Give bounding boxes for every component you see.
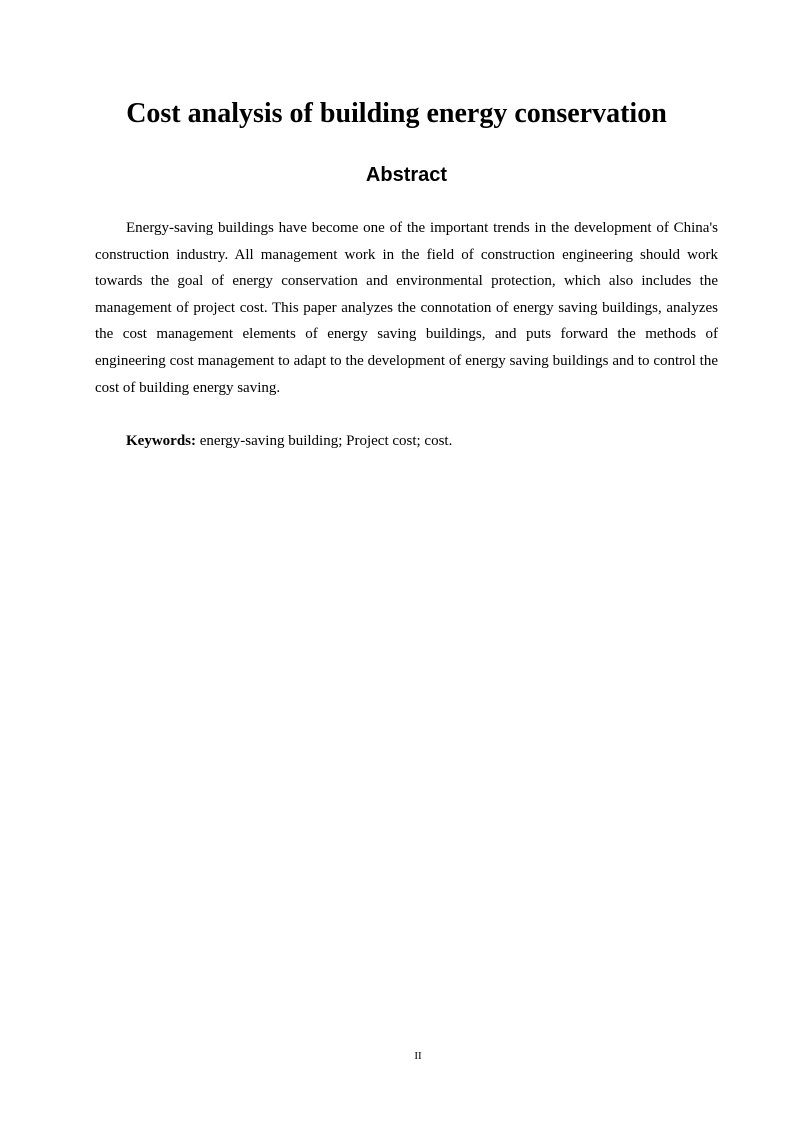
abstract-paragraph: Energy-saving buildings have become one of the important trends in the development of China's construction industry. All management work in the field of construction engineering should work towards the goal of energy conservation and environmental protection, which also includes the management of project cost. This paper analyzes the connotation of energy saving buildings, analyzes the cost management elements of energy saving buildings, and puts forward the methods of engineering cost management to adapt to the development of energy saving buildings and to control the cost of building energy saving.: [95, 220, 718, 396]
keywords-text: energy-saving building; Project cost; cost.: [196, 433, 453, 449]
abstract-heading: Abstract: [365, 164, 448, 186]
paper-title: Cost analysis of building energy conservation: [126, 98, 667, 129]
keywords-line: [126, 428, 452, 454]
page-number: II: [414, 1050, 422, 1062]
keywords-label: Keywords:: [126, 433, 196, 449]
